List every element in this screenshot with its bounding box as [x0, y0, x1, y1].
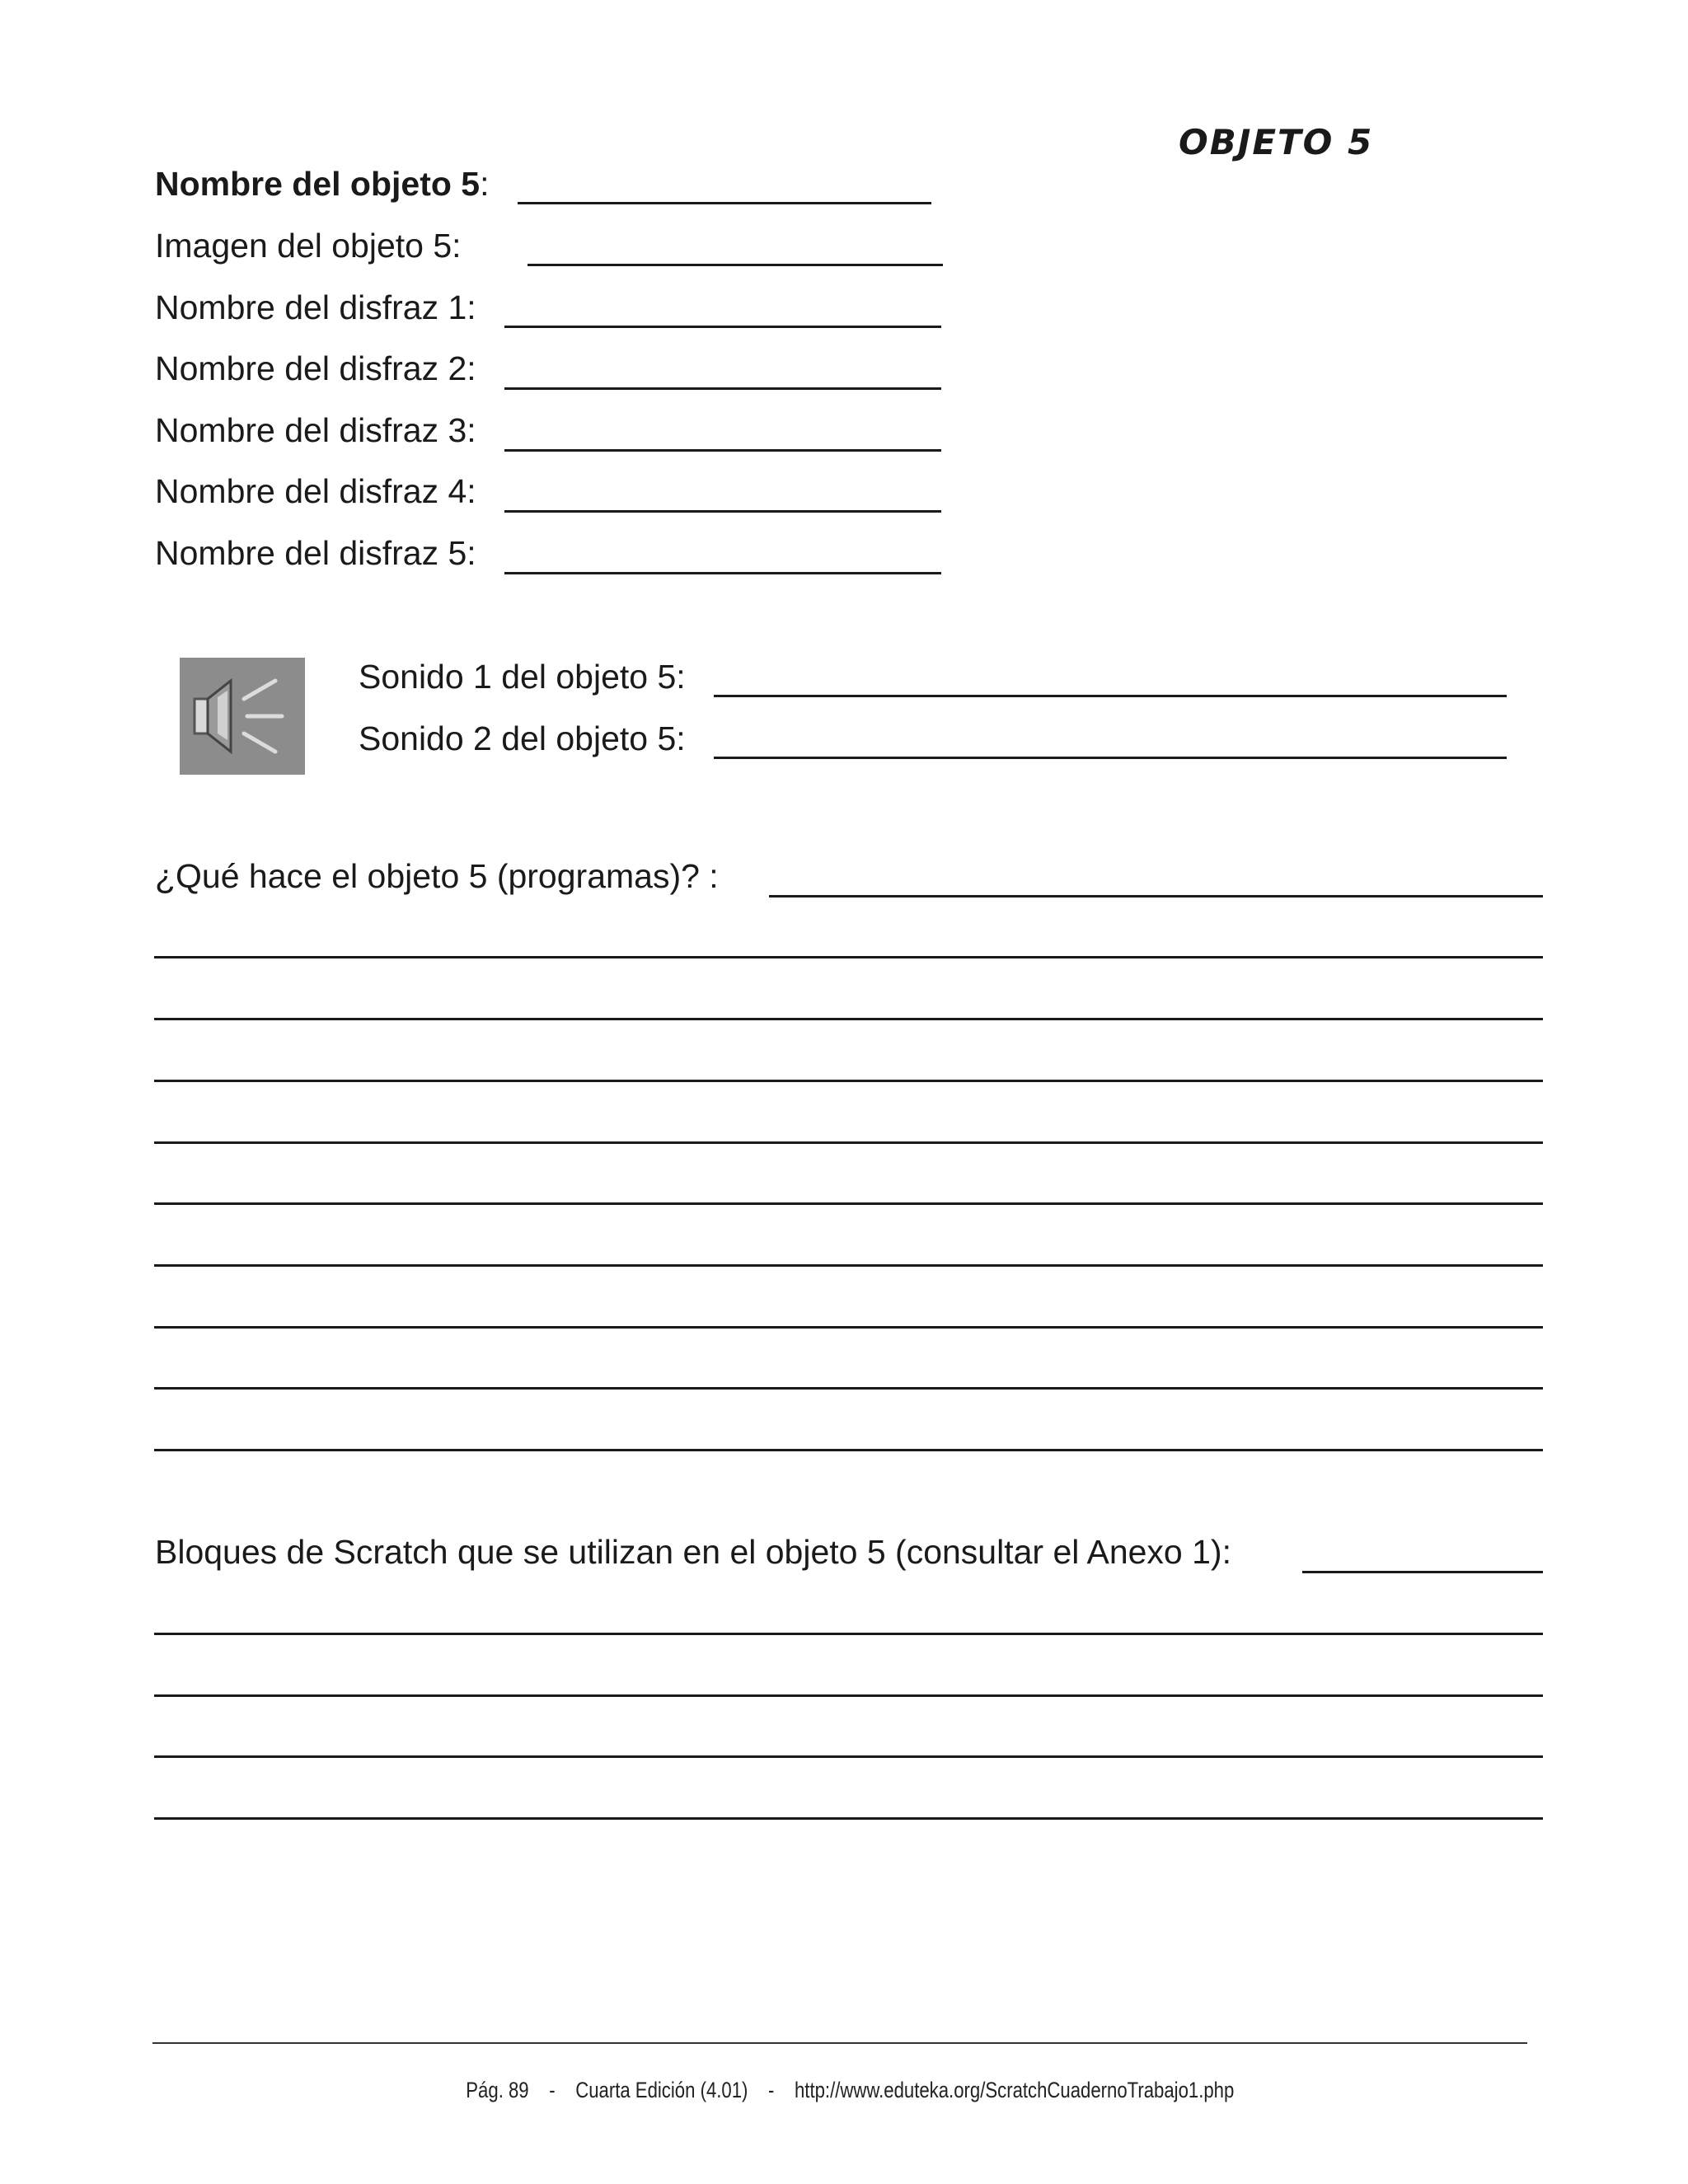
costume-label: Nombre del disfraz 1: [155, 288, 476, 326]
costume-field[interactable] [504, 387, 941, 390]
blocks-answer-line[interactable] [154, 1694, 1543, 1697]
costume-field[interactable] [504, 510, 941, 513]
footer-text: Pág. 89 - Cuarta Edición (4.01) - http://www.eduteka.org/ScratchCuadernoTrabajo1.php [466, 2078, 1235, 2102]
programs-answer-line[interactable] [154, 956, 1543, 958]
programs-answer-line[interactable] [154, 1141, 1543, 1144]
sound-label: Sonido 1 del objeto 5: [359, 658, 686, 696]
programs-answer-line[interactable] [154, 1264, 1543, 1267]
costume-label: Nombre del disfraz 4: [155, 472, 476, 510]
object-image-field[interactable] [528, 264, 943, 266]
programs-answer-line[interactable] [154, 1449, 1543, 1451]
costume-field[interactable] [504, 572, 941, 574]
sound-field[interactable] [714, 757, 1507, 759]
blocks-answer-field[interactable] [1302, 1571, 1543, 1573]
speaker-icon-graphic [180, 658, 305, 775]
sound-label: Sonido 2 del objeto 5: [359, 719, 686, 757]
programs-answer-line[interactable] [154, 1387, 1543, 1390]
costume-field[interactable] [504, 326, 941, 328]
sound-field[interactable] [714, 695, 1507, 697]
footer-divider [152, 2042, 1527, 2044]
programs-answer-line[interactable] [154, 1326, 1543, 1329]
costume-field[interactable] [504, 449, 941, 452]
speaker-icon [180, 658, 305, 775]
programs-question-label: ¿Qué hace el objeto 5 (programas)? : [155, 857, 719, 895]
object-name-colon: : [480, 165, 490, 203]
page-title: OBJETO 5 [1179, 122, 1374, 162]
programs-answer-line[interactable] [154, 1018, 1543, 1020]
costume-label: Nombre del disfraz 5: [155, 534, 476, 572]
costume-label: Nombre del disfraz 3: [155, 411, 476, 449]
object-name-label: Nombre del objeto 5 [155, 165, 481, 203]
blocks-answer-line[interactable] [154, 1817, 1543, 1820]
blocks-answer-line[interactable] [154, 1633, 1543, 1635]
costume-label: Nombre del disfraz 2: [155, 349, 476, 387]
blocks-answer-line[interactable] [154, 1755, 1543, 1758]
page-footer [0, 2052, 1688, 2103]
object-name-field[interactable] [518, 202, 931, 204]
blocks-question-label: Bloques de Scratch que se utilizan en el objeto 5 (consultar el Anexo 1): [155, 1533, 1231, 1571]
programs-answer-line[interactable] [154, 1202, 1543, 1205]
object-image-label: Imagen del objeto 5: [155, 227, 462, 265]
programs-answer-line[interactable] [154, 1080, 1543, 1082]
programs-answer-field[interactable] [769, 895, 1543, 898]
